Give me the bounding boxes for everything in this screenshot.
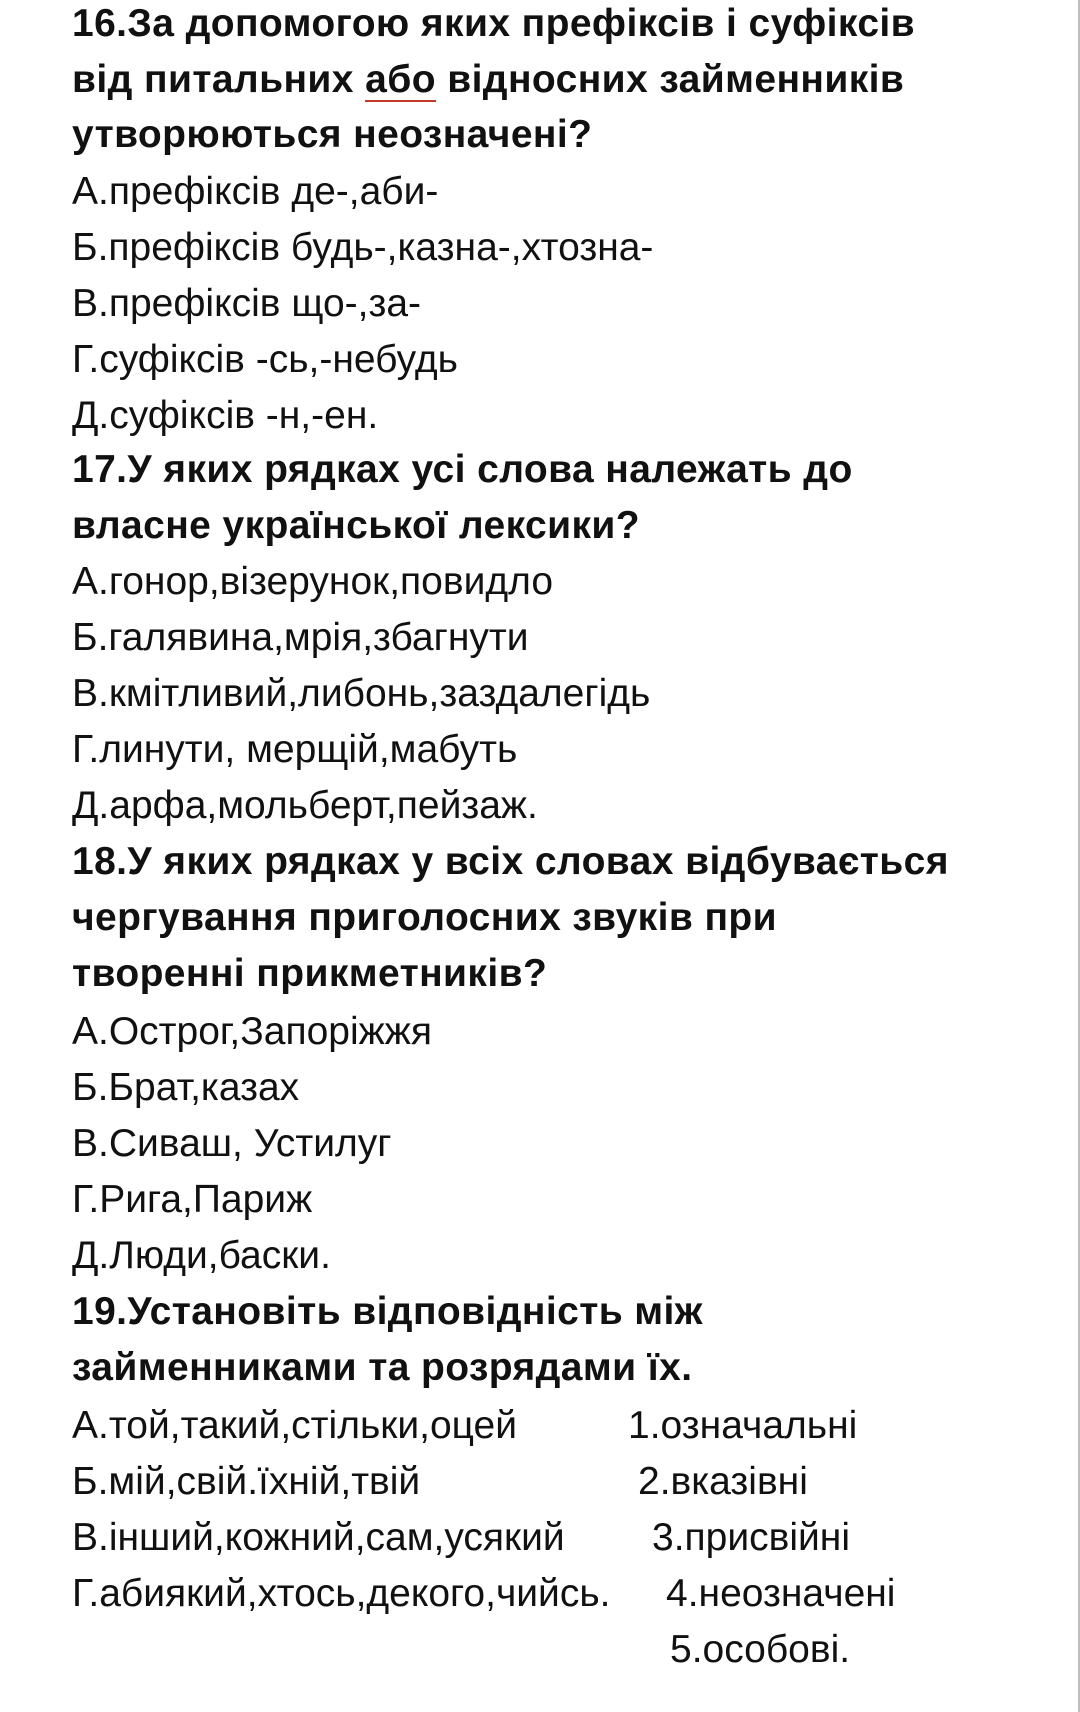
q18-option-b: Б.Брат,казах bbox=[72, 1066, 300, 1109]
q16-option-c: В.префіксів що-,за- bbox=[72, 282, 422, 325]
q19-title-line1: 19.Установіть відповідність між bbox=[72, 1290, 703, 1333]
q17-option-c: В.кмітливий,либонь,заздалегідь bbox=[72, 672, 651, 715]
q17-option-a: А.гонор,візерунок,повидло bbox=[72, 560, 554, 603]
q19-left-d: Г.абиякий,хтось,декого,чийсь. bbox=[72, 1572, 611, 1615]
q17-option-d: Г.линути, мерщій,мабуть bbox=[72, 728, 518, 771]
q16-option-b: Б.префіксів будь-,казна-,хтозна- bbox=[72, 226, 654, 269]
q17-option-e: Д.арфа,мольберт,пейзаж. bbox=[72, 784, 538, 827]
q19-right-1: 1.означальні bbox=[628, 1404, 858, 1447]
q16-option-a: А.префіксів де-,аби- bbox=[72, 170, 439, 213]
q16-option-e: Д.суфіксів -н,-ен. bbox=[72, 394, 379, 437]
q16-title-line3: утворюються неозначені? bbox=[72, 113, 593, 156]
q19-title-line2: займенниками та розрядами їх. bbox=[72, 1346, 693, 1389]
q16-title-line2: від питальних або відносних займенників bbox=[72, 58, 905, 101]
q18-title-line3: творенні прикметників? bbox=[72, 952, 548, 995]
q17-option-b: Б.галявина,мрія,збагнути bbox=[72, 616, 529, 659]
q19-right-5: 5.особові. bbox=[670, 1628, 851, 1671]
q18-option-d: Г.Рига,Париж bbox=[72, 1178, 313, 1221]
q19-right-4: 4.неозначені bbox=[666, 1572, 896, 1615]
q19-right-2: 2.вказівні bbox=[638, 1460, 808, 1503]
q18-option-c: В.Сиваш, Устилуг bbox=[72, 1122, 392, 1165]
q18-option-a: А.Острог,Запоріжжя bbox=[72, 1010, 432, 1053]
q19-left-c: В.інший,кожний,сам,усякий bbox=[72, 1516, 565, 1559]
q19-left-a: А.той,такий,стільки,оцей bbox=[72, 1404, 518, 1447]
q17-title-line1: 17.У яких рядках усі слова належать до bbox=[72, 448, 853, 491]
q19-right-3: 3.присвійні bbox=[652, 1516, 850, 1559]
q16-option-d: Г.суфіксів -сь,-небудь bbox=[72, 338, 458, 381]
q17-title-line2: власне української лексики? bbox=[72, 504, 640, 547]
q18-title-line1: 18.У яких рядках у всіх словах відбувається bbox=[72, 840, 949, 883]
q18-option-e: Д.Люди,баски. bbox=[72, 1234, 331, 1277]
q19-left-b: Б.мій,свій.їхній,твій bbox=[72, 1460, 421, 1503]
q16-underlined-word: або bbox=[365, 58, 436, 101]
q16-title-line1: 16.За допомогою яких префіксів і суфіксів bbox=[72, 2, 916, 45]
q18-title-line2: чергування приголосних звуків при bbox=[72, 896, 777, 939]
